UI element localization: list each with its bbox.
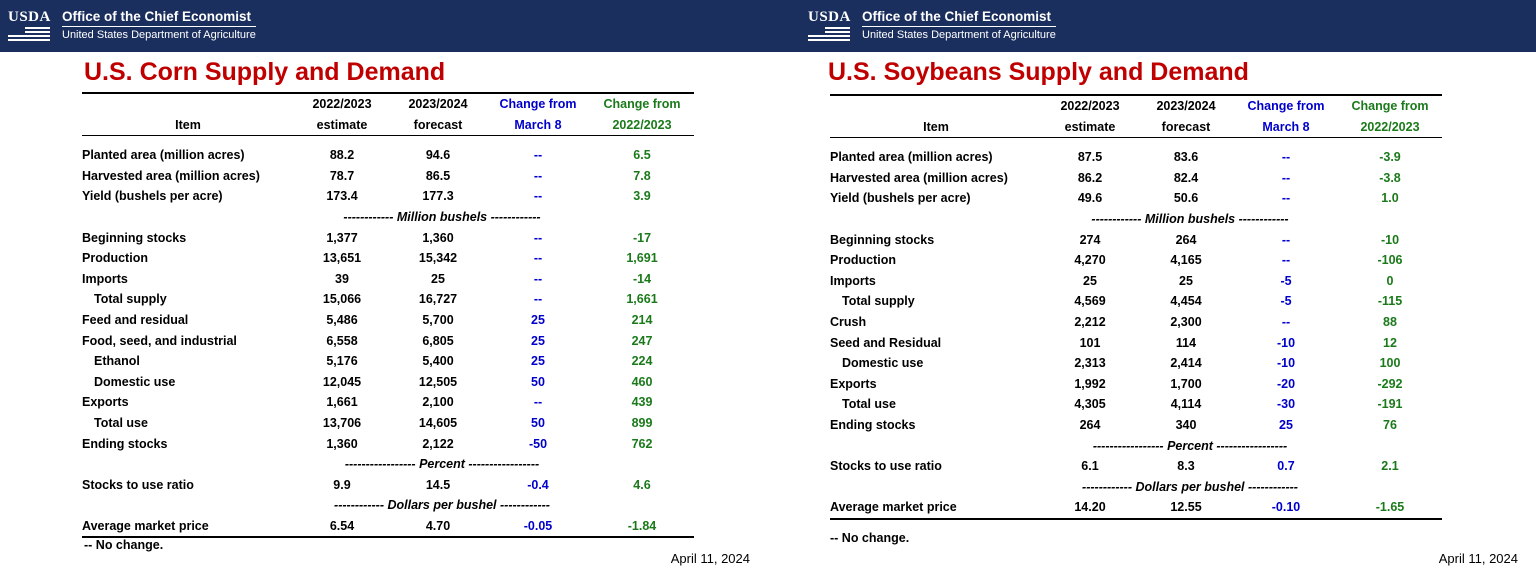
- table-row: [82, 289, 694, 310]
- unit-label-million-bushels: ------------ Million bushels ------------: [1091, 211, 1289, 226]
- slide-soybeans: [768, 0, 1536, 576]
- row-c1: 4,305: [1074, 397, 1106, 412]
- row-c1: 78.7: [329, 168, 355, 183]
- row-c1: 1,992: [1074, 376, 1106, 391]
- table-row: [82, 228, 694, 249]
- row-c1: 101: [1079, 335, 1101, 350]
- table-row: [830, 312, 1442, 333]
- row-c2: 4,165: [1170, 253, 1202, 268]
- header-row-2: [82, 115, 694, 136]
- table-row: [82, 166, 694, 187]
- col-item-label: Item: [82, 115, 294, 136]
- col-change-march-line1: Change from: [486, 93, 590, 115]
- row-label: Feed and residual: [82, 312, 189, 327]
- row-label: Harvested area (million acres): [830, 170, 1008, 185]
- unit-row-percent: [82, 454, 694, 475]
- row-c4: 3.9: [633, 189, 651, 204]
- office-title: Office of the Chief Economist: [62, 9, 252, 24]
- col-2022-2023-line1: 2022/2023: [1042, 95, 1138, 117]
- row-c3: -5: [1280, 294, 1292, 309]
- row-c2: 8.3: [1177, 459, 1195, 474]
- row-c3: --: [1281, 314, 1291, 329]
- row-c4: -292: [1377, 376, 1403, 391]
- row-c4: -1.65: [1338, 497, 1442, 519]
- unit-label-million-bushels: ------------ Million bushels ------------: [343, 209, 541, 224]
- row-c3: -0.4: [527, 477, 549, 492]
- row-label: Stocks to use ratio: [830, 459, 942, 474]
- row-c3: --: [1281, 191, 1291, 206]
- page-title-soybeans: U.S. Soybeans Supply and Demand: [828, 58, 1249, 86]
- row-c2: 264: [1175, 232, 1197, 247]
- table-row: [830, 271, 1442, 292]
- row-c3: 25: [531, 312, 545, 327]
- table-row: [830, 333, 1442, 354]
- usda-logo: [8, 10, 52, 43]
- row-label: Ethanol: [94, 354, 140, 369]
- row-c4: 899: [631, 415, 653, 430]
- row-c4: -3.9: [1379, 150, 1401, 165]
- row-c3: 25: [1279, 417, 1293, 432]
- row-c4: 224: [631, 354, 653, 369]
- row-label: Total use: [94, 415, 148, 430]
- row-label: Total use: [842, 397, 896, 412]
- usda-header-titles: [862, 9, 1056, 43]
- row-c4: 4.6: [633, 477, 651, 492]
- row-c3: -30: [1276, 397, 1296, 412]
- row-c1: 12,045: [322, 374, 362, 389]
- table-row: [82, 310, 694, 331]
- slide-date: April 11, 2024: [670, 551, 750, 566]
- table-body: [830, 138, 1442, 519]
- row-c2: 177.3: [422, 189, 454, 204]
- row-c3: --: [1281, 232, 1291, 247]
- col-change-year-line2: 2022/2023: [590, 115, 694, 136]
- row-c4: -14: [632, 271, 652, 286]
- table-row: [82, 186, 694, 207]
- row-c1: 2,212: [1074, 314, 1106, 329]
- row-c1: 86.2: [1077, 170, 1103, 185]
- row-label: Stocks to use ratio: [82, 477, 194, 492]
- row-c4: 1.0: [1381, 191, 1399, 206]
- row-c4: 460: [631, 374, 653, 389]
- row-c3: --: [533, 230, 543, 245]
- row-label: Ending stocks: [82, 436, 168, 451]
- row-c4: -1.84: [590, 516, 694, 538]
- row-label: Domestic use: [842, 356, 924, 371]
- row-c1: 87.5: [1077, 150, 1103, 165]
- row-label: Production: [82, 251, 148, 266]
- table-row: [830, 291, 1442, 312]
- table-row: [830, 374, 1442, 395]
- row-label: Exports: [830, 376, 877, 391]
- row-label: Exports: [82, 395, 129, 410]
- row-c2: 1,700: [1170, 376, 1202, 391]
- row-label: Crush: [830, 314, 867, 329]
- col-change-year-line1: Change from: [590, 93, 694, 115]
- row-label: Yield (bushels per acre): [830, 191, 971, 206]
- row-c3: --: [1281, 253, 1291, 268]
- row-label: Seed and Residual: [830, 335, 942, 350]
- row-c2: 14,605: [418, 415, 458, 430]
- row-c3: --: [533, 395, 543, 410]
- row-c4: 439: [631, 395, 653, 410]
- row-c2: 15,342: [418, 251, 458, 266]
- table-row: [830, 230, 1442, 251]
- row-c3: -0.05: [486, 516, 590, 538]
- col-change-march-line2: March 8: [1234, 117, 1338, 138]
- row-c2: 1,360: [422, 230, 454, 245]
- row-c1: 6.54: [294, 516, 390, 538]
- row-c1: 173.4: [326, 189, 358, 204]
- row-c2: 114: [1175, 335, 1197, 350]
- row-label: Average market price: [82, 516, 294, 538]
- row-label: Yield (bushels per acre): [82, 189, 223, 204]
- row-c4: 214: [631, 312, 653, 327]
- row-c3: -5: [1280, 273, 1292, 288]
- row-c4: 12: [1383, 335, 1397, 350]
- department-title: United States Department of Agriculture: [62, 26, 256, 43]
- usda-flag-icon: [808, 27, 850, 43]
- table-row: [82, 516, 694, 538]
- col-2023-2024-line1: 2023/2024: [1138, 95, 1234, 117]
- row-label: Total supply: [94, 292, 167, 307]
- unit-row-dollars: [82, 495, 694, 516]
- soybeans-supply-demand-table: [830, 94, 1442, 520]
- row-c1: 2,313: [1074, 356, 1106, 371]
- table-row: [82, 331, 694, 352]
- row-c3: 50: [531, 415, 545, 430]
- header-row-1: [82, 93, 694, 115]
- usda-header-bar: [768, 0, 1536, 52]
- row-c2: 50.6: [1173, 191, 1199, 206]
- row-c2: 340: [1175, 417, 1197, 432]
- row-c1: 9.9: [333, 477, 351, 492]
- unit-row-percent: [830, 436, 1442, 457]
- row-label: Imports: [830, 273, 876, 288]
- row-c4: 1,691: [626, 251, 658, 266]
- col-item-label: Item: [830, 117, 1042, 138]
- row-c1: 14.20: [1042, 497, 1138, 519]
- row-c1: 49.6: [1077, 191, 1103, 206]
- row-c2: 4,454: [1170, 294, 1202, 309]
- row-c4: -10: [1380, 232, 1400, 247]
- col-item-blank: [830, 95, 1042, 117]
- row-c3: -0.10: [1234, 497, 1338, 519]
- row-c2: 94.6: [425, 148, 451, 163]
- row-c4: 2.1: [1381, 459, 1399, 474]
- row-c1: 15,066: [322, 292, 362, 307]
- row-c4: -115: [1377, 294, 1403, 309]
- row-label: Beginning stocks: [830, 232, 935, 247]
- unit-label-percent: ----------------- Percent -----------------: [1092, 438, 1288, 453]
- col-2023-2024-line2: forecast: [1138, 117, 1234, 138]
- row-c4: 0: [1386, 273, 1394, 288]
- row-label: Production: [830, 253, 896, 268]
- col-change-year-line2: 2022/2023: [1338, 117, 1442, 138]
- table-row: [830, 394, 1442, 415]
- row-c3: 25: [531, 333, 545, 348]
- unit-row-million-bushels: [830, 209, 1442, 230]
- row-c1: 4,270: [1074, 253, 1106, 268]
- col-2022-2023-line2: estimate: [294, 115, 390, 136]
- col-item-blank: [82, 93, 294, 115]
- unit-label-dollars: ------------ Dollars per bushel ------------: [334, 498, 550, 513]
- row-c1: 39: [335, 271, 349, 286]
- row-c4: -191: [1377, 397, 1403, 412]
- col-change-march-line1: Change from: [1234, 95, 1338, 117]
- row-c2: 2,414: [1170, 356, 1202, 371]
- soybeans-table-wrap: [830, 94, 1442, 520]
- table-head: [830, 95, 1442, 138]
- row-c2: 5,400: [422, 354, 454, 369]
- row-c4: 100: [1379, 356, 1401, 371]
- usda-logo: [808, 10, 852, 43]
- row-c3: --: [533, 251, 543, 266]
- unit-label-percent: ----------------- Percent -----------------: [344, 457, 540, 472]
- row-label: Beginning stocks: [82, 230, 187, 245]
- corn-supply-demand-table: [82, 92, 694, 538]
- table-row: [82, 351, 694, 372]
- row-c2: 12.55: [1138, 497, 1234, 519]
- header-row-2: [830, 117, 1442, 138]
- row-c1: 25: [1083, 273, 1097, 288]
- usda-wordmark: USDA: [8, 8, 51, 25]
- row-c3: --: [533, 292, 543, 307]
- table-row: [830, 168, 1442, 189]
- table-row: [82, 248, 694, 269]
- row-c2: 5,700: [422, 312, 454, 327]
- row-c3: --: [533, 148, 543, 163]
- row-c3: 0.7: [1277, 459, 1295, 474]
- table-row: [830, 353, 1442, 374]
- row-c1: 1,377: [326, 230, 358, 245]
- row-label: Domestic use: [94, 374, 176, 389]
- row-c1: 1,360: [326, 436, 358, 451]
- row-label: Total supply: [842, 294, 915, 309]
- row-c2: 83.6: [1173, 150, 1199, 165]
- table-row: [82, 413, 694, 434]
- row-c1: 5,176: [326, 354, 358, 369]
- table-row: [82, 434, 694, 455]
- row-c4: 762: [631, 436, 653, 451]
- row-label: Food, seed, and industrial: [82, 333, 237, 348]
- row-c1: 274: [1079, 232, 1101, 247]
- row-c4: 76: [1383, 417, 1397, 432]
- row-c2: 4.70: [390, 516, 486, 538]
- table-row: [82, 392, 694, 413]
- col-2022-2023-line2: estimate: [1042, 117, 1138, 138]
- table-row: [82, 145, 694, 166]
- row-c2: 86.5: [425, 168, 451, 183]
- row-c4: 1,661: [626, 292, 658, 307]
- row-c4: -17: [632, 230, 652, 245]
- row-c3: 50: [531, 374, 545, 389]
- office-title: Office of the Chief Economist: [862, 9, 1052, 24]
- row-c2: 14.5: [425, 477, 451, 492]
- row-c2: 25: [1179, 273, 1193, 288]
- table-row: [82, 269, 694, 290]
- row-c2: 25: [431, 271, 445, 286]
- department-title: United States Department of Agriculture: [862, 26, 1056, 43]
- col-2023-2024-line2: forecast: [390, 115, 486, 136]
- row-label: Ending stocks: [830, 417, 916, 432]
- usda-flag-icon: [8, 27, 50, 43]
- row-c1: 1,661: [326, 395, 358, 410]
- row-c3: -10: [1276, 356, 1296, 371]
- row-c1: 5,486: [326, 312, 358, 327]
- table-row: [830, 497, 1442, 519]
- row-c3: --: [1281, 170, 1291, 185]
- row-c3: --: [533, 168, 543, 183]
- table-head: [82, 93, 694, 136]
- row-c4: 7.8: [633, 168, 651, 183]
- row-c1: 6.1: [1081, 459, 1099, 474]
- row-c1: 13,651: [322, 251, 362, 266]
- unit-row-million-bushels: [82, 207, 694, 228]
- footnote-no-change: -- No change.: [830, 531, 910, 545]
- row-c1: 6,558: [326, 333, 358, 348]
- row-c2: 2,300: [1170, 314, 1202, 329]
- row-label: Average market price: [830, 497, 1042, 519]
- row-c2: 12,505: [418, 374, 458, 389]
- unit-label-dollars: ------------ Dollars per bushel ------------: [1082, 479, 1298, 494]
- table-row: [830, 415, 1442, 436]
- row-label: Harvested area (million acres): [82, 168, 260, 183]
- row-c1: 4,569: [1074, 294, 1106, 309]
- row-c1: 264: [1079, 417, 1101, 432]
- usda-header-bar: [0, 0, 768, 52]
- table-row: [830, 147, 1442, 168]
- row-c1: 88.2: [329, 148, 355, 163]
- col-change-march-line2: March 8: [486, 115, 590, 136]
- usda-wordmark: USDA: [808, 8, 851, 25]
- table-row: [830, 456, 1442, 477]
- table-row: [830, 250, 1442, 271]
- row-label: Planted area (million acres): [82, 148, 245, 163]
- footnote-no-change: -- No change.: [84, 538, 164, 552]
- row-c3: 25: [531, 354, 545, 369]
- row-label: Planted area (million acres): [830, 150, 993, 165]
- row-c1: 13,706: [322, 415, 362, 430]
- col-2023-2024-line1: 2023/2024: [390, 93, 486, 115]
- header-row-1: [830, 95, 1442, 117]
- row-c3: -10: [1276, 335, 1296, 350]
- row-c3: -20: [1276, 376, 1296, 391]
- row-c2: 6,805: [422, 333, 454, 348]
- spacer-row: [830, 138, 1442, 148]
- page-title-corn: U.S. Corn Supply and Demand: [84, 58, 446, 86]
- row-c4: 88: [1383, 314, 1397, 329]
- row-c3: -50: [528, 436, 548, 451]
- row-c2: 2,100: [422, 395, 454, 410]
- table-body: [82, 136, 694, 538]
- slide-date: April 11, 2024: [1438, 551, 1518, 566]
- row-label: Imports: [82, 271, 128, 286]
- row-c2: 82.4: [1173, 170, 1199, 185]
- row-c2: 2,122: [422, 436, 454, 451]
- unit-row-dollars: [830, 477, 1442, 498]
- table-row: [82, 372, 694, 393]
- usda-header-titles: [62, 9, 256, 43]
- row-c4: 6.5: [633, 148, 651, 163]
- row-c4: -106: [1377, 253, 1403, 268]
- row-c3: --: [533, 189, 543, 204]
- corn-table-wrap: [82, 92, 694, 538]
- row-c4: -3.8: [1379, 170, 1401, 185]
- col-change-year-line1: Change from: [1338, 95, 1442, 117]
- row-c3: --: [1281, 150, 1291, 165]
- row-c2: 16,727: [418, 292, 458, 307]
- row-c4: 247: [631, 333, 653, 348]
- row-c2: 4,114: [1170, 397, 1202, 412]
- spacer-row: [82, 136, 694, 146]
- table-row: [830, 188, 1442, 209]
- table-row: [82, 475, 694, 496]
- col-2022-2023-line1: 2022/2023: [294, 93, 390, 115]
- row-c3: --: [533, 271, 543, 286]
